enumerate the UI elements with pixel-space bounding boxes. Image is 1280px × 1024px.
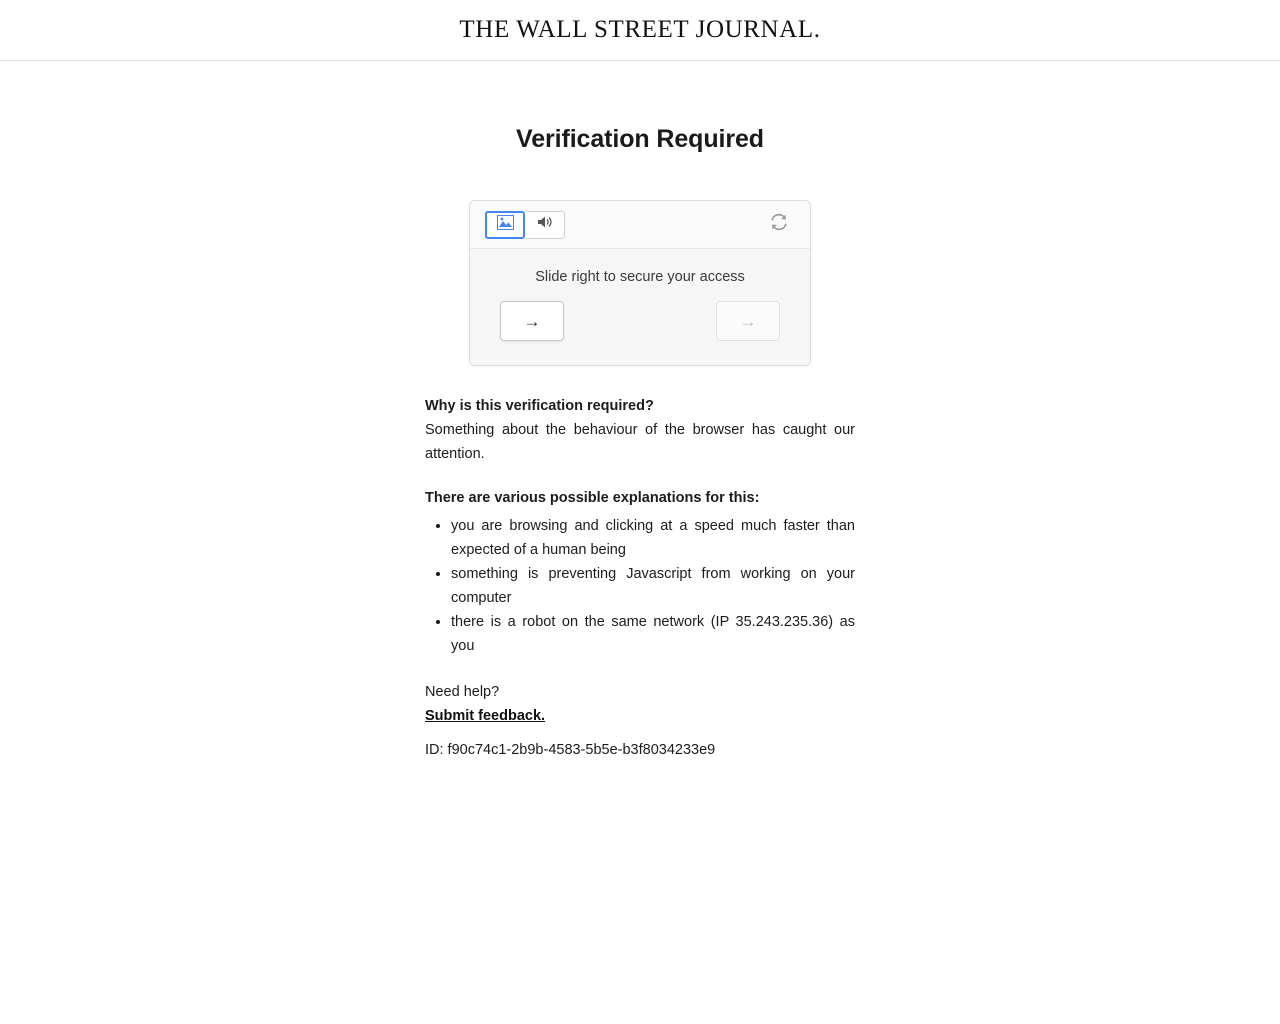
captcha-slider[interactable] (470, 301, 810, 341)
why-heading: Why is this verification required? (425, 398, 654, 414)
request-id: ID: f90c74c1-2b9b-4583-5b5e-b3f8034233e9 (425, 742, 716, 758)
list-item: • there is a robot on the same network (IP 35.243.235.36) as you (451, 610, 855, 658)
captcha-mode-toggle (485, 211, 565, 239)
refresh-challenge-button[interactable] (766, 212, 792, 238)
speaker-icon (537, 215, 553, 234)
need-help-text: Need help? (425, 684, 500, 700)
slider-handle[interactable] (500, 301, 564, 341)
arrow-right-icon: → (523, 311, 541, 331)
slider-target (716, 301, 780, 341)
captcha-body (470, 249, 810, 365)
explanation-section (425, 394, 855, 762)
masthead (0, 0, 1280, 61)
why-body: Something about the behaviour of the browser has caught our attention. (425, 422, 855, 462)
list-item: • you are browsing and clicking at a speed much faster than expected of a human being (451, 514, 855, 562)
submit-feedback-link[interactable]: Submit feedback. (425, 708, 546, 724)
slider-track[interactable] (564, 302, 716, 340)
image-icon (497, 215, 514, 235)
page-title: Verification Required (516, 125, 764, 153)
visual-challenge-button[interactable] (485, 211, 525, 239)
captcha-widget (469, 200, 811, 366)
refresh-icon (768, 211, 790, 238)
captcha-container (0, 200, 1280, 366)
captcha-instruction: Slide right to secure your access (535, 269, 745, 285)
captcha-header (470, 201, 810, 249)
reasons-heading: There are various possible explanations for this: (425, 490, 760, 506)
list-item: • something is preventing Javascript from working on your computer (451, 562, 855, 610)
arrow-right-icon-target: → (739, 311, 757, 331)
audio-challenge-button[interactable] (525, 211, 565, 239)
wsj-logo[interactable]: THE WALL STREET JOURNAL. (459, 16, 821, 43)
reasons-list (425, 514, 855, 658)
